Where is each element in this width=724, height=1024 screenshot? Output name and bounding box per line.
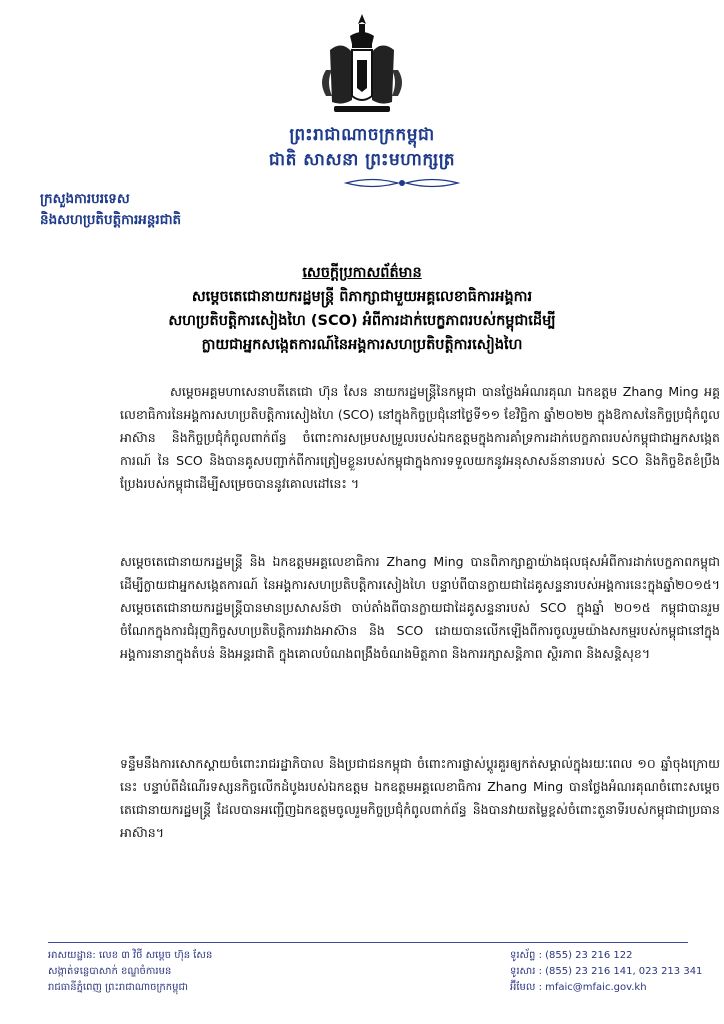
national-motto: ជាតិ សាសនា ព្រះមហាក្សត្រ <box>268 150 456 170</box>
phone-number: ទូរស័ព្ទ : (855) 23 216 122 <box>510 950 633 961</box>
footer-contact <box>510 948 720 996</box>
document-heading: សេចក្តីប្រកាសព័ត៌មាន <box>302 265 422 281</box>
body-paragraph-2: សម្តេចតេជោនាយករដ្ឋមន្ត្រី និង ឯកឧត្តមអគ្គលេខាធិការ Zhang Ming បានពិភាក្សាគ្នាយ៉ាងផុលផុសអំពីការដាក់បេក្ខភាពកម្ពុជាដើម្បីក្លាយជាអ្នកសង្កេតការណ៍ នៃអង្គការសហប្រតិបត្តិការសៀងហៃ បន្ទាប់ពីបានក្លាយជាដៃគូសន្ទនារបស់អង្គការនេះក្នុងឆ្នាំ២០១៥។ សម្តេចតេជោនាយករដ្ឋមន្ត្រីបានមានប្រសាសន៍ថា ចាប់តាំងពីបានក្លាយជាដៃគូសន្ទនារបស់ SCO ក្នុងឆ្នាំ ២០១៥ កម្ពុជាបានរួមចំណែកក្នុងការជំរុញកិច្ចសហប្រតិបត្តិការរវាងអាស៊ាន និង SCO ដោយបានលើកឡើងពីការចូលរួមយ៉ាងសកម្មរបស់កម្ពុជានៅក្នុងអង្គការនានាក្នុងតំបន់ និងអន្តរជាតិ ក្នុងគោលបំណងពង្រឹងចំណងមិត្តភាព និងការរក្សាសន្តិភាព ស្ថិរភាព និងសន្តិសុខ។ <box>120 554 720 661</box>
address-line: សង្កាត់ទន្លេបាសាក់ ខណ្ឌចំការមន <box>48 966 172 977</box>
ministry-name-line1: ក្រសួងការបរទេស <box>40 191 130 207</box>
decorative-divider-icon <box>342 176 462 190</box>
body-paragraph-1: សម្តេចអគ្គមហាសេនាបតីតេជោ ហ៊ុន សែន នាយករដ្ឋមន្ត្រីនៃកម្ពុជា បានថ្លែងអំណរគុណ ឯកឧត្តម Zhang Ming អគ្គលេខាធិការនៃអង្គការសហប្រតិបត្តិការសៀងហៃ (SCO) នៅក្នុងកិច្ចប្រជុំនៅថ្ងៃទី១១ ខែវិច្ឆិកា ឆ្នាំ២០២២ ក្នុងឱកាសនៃកិច្ចប្រជុំកំពូលអាស៊ាន និងកិច្ចប្រជុំកំពូលពាក់ព័ន្ធ ចំពោះការសម្របសម្រួលរបស់ឯកឧត្តមក្នុងការគាំទ្រការដាក់បេក្ខភាពរបស់កម្ពុជាជាអ្នកសង្កេតការណ៍ នៃ SCO និងបានគូសបញ្ជាក់ពីការត្រៀមខ្លួនរបស់កម្ពុជាក្នុងការទទួលយកនូវអនុសាសន៍នានារបស់ SCO និងកិច្ចខិតខំប្រឹងប្រែងរបស់កម្ពុជាដើម្បីសម្រេចបាននូវគោលដៅនេះ ។ <box>120 384 720 491</box>
email-address[interactable]: អ៊ីមែល : mfaic@mfaic.gov.kh <box>510 982 647 993</box>
footer-divider <box>48 942 688 943</box>
address-line: លេខ ៣ វិថី សម្តេច ហ៊ុន សែន <box>99 950 213 961</box>
fax-number: ទូរសារ : (855) 23 216 141, 023 213 341 <box>510 966 703 977</box>
ministry-name-line2: និងសហប្រតិបត្តិការអន្តរជាតិ <box>40 212 182 228</box>
footer-address <box>48 948 378 996</box>
title-line: សម្តេចតេជោនាយករដ្ឋមន្ត្រី ពិភាក្សាជាមួយអគ្គលេខាធិការអង្គការ <box>191 289 533 305</box>
address-label: អាសយដ្ឋាន: <box>48 950 96 961</box>
body-paragraph-3: ទន្ទឹមនឹងការសោកស្តាយចំពោះរាជរដ្ឋាភិបាល និងប្រជាជនកម្ពុជា ចំពោះការផ្លាស់ប្តូរគួរឲ្យកត់សម្គាល់ក្នុងរយៈពេល ១០ ឆ្នាំចុងក្រោយនេះ បន្ទាប់ពីដំណើរទស្សនកិច្ចលើកដំបូងរបស់ឯកឧត្តម ឯកឧត្តមអគ្គលេខាធិការ Zhang Ming បានថ្លែងអំណរគុណចំពោះសម្តេចតេជោនាយករដ្ឋមន្ត្រី ដែលបានអញ្ជើញឯកឧត្តមចូលរួមកិច្ចប្រជុំកំពូលពាក់ព័ន្ធ និងបានវាយតម្លៃខ្ពស់ចំពោះតួនាទីរបស់កម្ពុជាជាប្រធានអាស៊ាន។ <box>120 756 720 840</box>
kingdom-name: ព្រះរាជាណាចក្រកម្ពុជា <box>289 125 435 145</box>
royal-coat-of-arms-icon <box>312 10 412 120</box>
title-line: ក្លាយជាអ្នកសង្កេតការណ៍នៃអង្គការសហប្រតិបត្តិការសៀងហៃ <box>201 337 523 353</box>
address-line: រាជធានីភ្នំពេញ ព្រះរាជាណាចក្រកម្ពុជា <box>48 982 188 993</box>
title-line: សហប្រតិបត្តិការសៀងហៃ (SCO) អំពីការដាក់បេក្ខភាពរបស់កម្ពុជាដើម្បី <box>168 313 556 329</box>
